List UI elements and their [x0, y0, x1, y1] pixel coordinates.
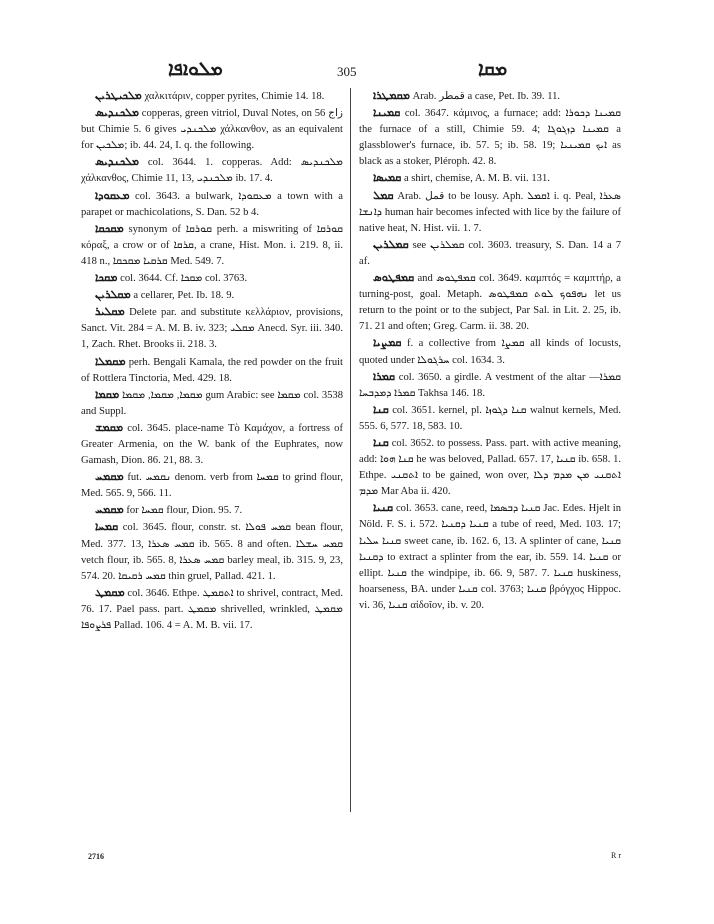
entry-text: col. 3647. κάμινος, a furnace; add: ܩܡܝܢܐ ܕܟܘܪܐ the furnace of a still, Chimie 59. 4; ܩܡܝܢܐ ܕܙܓܘܓܐ a glassblower's furnace, ib. 57. 5; ib. 58. 19; ܐܝܟ ܩܡܝܢܝܐ as black as a stoker, Pléroph. 42. 8.	[359, 108, 621, 168]
entry-headword: ܡܠܟܢܕܝܣ	[95, 155, 139, 169]
entry-text: Arab. قمل to be lousy. Aph. ܐܩܡܠ i. q. Peal, ܣܥܪܐ ܕܐܢܫܐ human hair becomes infected with lice by the failure of native heat, N. Hist. vii. 1. 7.	[359, 190, 621, 234]
entry-text: and ܩܡܦܛܘܣ col. 3649. καμπτός = καμπτήρ, a turning-post, goal. Metaph. ܢܗܦܘܟ ܠܘܬ ܩܡܦܛܘܣ let us return to the point or to the subject, Par Sal. in Lit. 2. 25, ib. 71. 21 and often; Greg. Carm. ii. 38. 20.	[359, 273, 621, 333]
entry-headword: ܡܠܟܢܕܝܣ	[95, 106, 139, 120]
dictionary-entry	[359, 88, 621, 105]
dictionary-entry	[81, 354, 343, 387]
entry-text: col. 3644. Cf. ܡܩܟܐ col. 3763.	[120, 273, 248, 285]
dictionary-entry	[81, 154, 343, 187]
entry-headword: ܩܢܐ	[373, 402, 389, 416]
dictionary-entry	[359, 170, 621, 187]
dictionary-entry	[359, 369, 621, 402]
dictionary-entry	[81, 188, 343, 221]
page-number: 305	[337, 64, 357, 79]
dictionary-entry	[81, 469, 343, 502]
entry-text: fut. ܢܩܡܚ denom. verb from ܩܡܚܐ to grind flour, Med. 565. 9, 566. 11.	[81, 472, 343, 500]
dictionary-entry	[81, 387, 343, 420]
dictionary-entry	[359, 500, 621, 614]
entry-text: Arab. قمطر a case, Pet. Ib. 39. 11.	[412, 91, 561, 102]
entry-headword: ܡܩܡܠܐ	[95, 354, 126, 368]
entry-text: a shirt, chemise, A. M. B. vii. 131.	[403, 173, 550, 185]
entry-headword: ܩܡܠ	[373, 188, 394, 202]
dictionary-entry	[81, 502, 343, 519]
entry-headword: ܡܩܡܛܪܐ	[373, 89, 410, 102]
entry-text: ܡܩܡܐ, ܡܩܡܐ, ܡܩܡܐ gum Arabic: see ܡܩܡܐ col. 3538 and Suppl.	[81, 389, 344, 417]
dictionary-entry	[81, 105, 343, 154]
entry-headword: ܩܡܝܢܐ	[373, 106, 401, 120]
entry-headword: ܩܢܐ	[373, 435, 389, 449]
entry-text: f. a collective from ܩܡܨܐ all kinds of locusts, quoted under ܚܪܓܘܠܐ col. 1634. 3.	[359, 338, 621, 366]
entry-text: a cellarer, Pet. Ib. 18. 9.	[133, 290, 235, 302]
left-column	[81, 88, 343, 634]
dictionary-entry	[81, 519, 343, 584]
entry-headword: ܡܩܟܐ	[95, 271, 118, 285]
dictionary-entry	[81, 270, 343, 287]
entry-headword: ܩܡܝܣܐ	[373, 171, 402, 185]
entry-headword: ܩܡܚܐ	[95, 520, 119, 534]
dictionary-entry	[81, 585, 343, 634]
entry-text: Delete par. and substitute κελλάριον, provisions, Sanct. Vit. 284 = A. M. B. iv. 323; ܡܩܠܝ Anecd. Syr. iii. 340. 1, Zach. Rhet. Brooks ii. 218. 3.	[81, 307, 343, 351]
running-head-right: ܡܩܐ	[478, 58, 508, 80]
entry-text: perh. Bengali Kamala, the red powder on the fruit of Rottlera Tinctoria, Med. 429. 18.	[81, 356, 344, 384]
entry-headword: ܡܩܡܫ	[95, 420, 124, 434]
entry-headword: ܩܡܠܪܝܢ	[373, 237, 409, 251]
entry-headword: ܡܩܠܝܪ	[95, 305, 125, 319]
entry-text: col. 3645. flour, constr. st. ܩܡܚ ܦܘܠܐ bean flour, Med. 377. 13, ܩܡܚ ܣܥܪܐ ib. 565. 8 and often. ܩܡܚ ܚܫܠܐ vetch flour, ib. 565. 8, ܩܡܚ ܣܥܪܐ barley meal, ib. 315. 9, 23, 574. 20. ܩܡܚ ܪܩܝܩܐ thin gruel, Pallad. 421. 1.	[81, 522, 343, 582]
entry-headword: ܡܩܠܪܝܢ	[95, 288, 131, 302]
entry-headword: ܡܩܡܛ	[95, 585, 125, 599]
dictionary-entry	[81, 88, 343, 105]
entry-text: col. 3645. place-name Τὸ Καμάχον, a fortress of Greater Armenia, on the W. bank of the Euphrates, now Gamash, Dion. 86. 21, 88. 3.	[81, 422, 343, 467]
entry-text: for ܩܡܚܐ flour, Dion. 95. 7.	[126, 505, 243, 517]
entry-headword: ܡܩܡܚ	[95, 470, 124, 484]
entry-text: see ܩܡܠܪܝܢ col. 3603. treasury, S. Dan. 14 a 7 af.	[359, 239, 621, 267]
entry-headword: ܡܠܟܝܛܪܝܢ	[95, 89, 142, 102]
dictionary-entry	[359, 270, 621, 335]
dictionary-entry	[359, 335, 621, 368]
entry-headword: ܩܡܪܐ	[373, 369, 396, 383]
entry-headword: ܡܥܩܘܕܐ	[95, 188, 130, 202]
running-head-left: ܡܠܘܐܦܐ	[168, 58, 223, 80]
entry-text: col. 3644. 1. copperas. Add: ܡܠܟܢܕܝܣ χάλκανθος, Chimie 11, 13, ܡܠܟܢܕܝ ib. 17. 4.	[81, 157, 343, 185]
entry-text: col. 3651. kernel, pl. ܩܢܐ ܕܓܘܙܐ walnut kernels, Med. 555. 6, 577. 18, 583. 10.	[359, 404, 621, 432]
dictionary-entry	[81, 420, 343, 469]
dictionary-entry	[359, 188, 621, 237]
entry-headword: ܩܡܨܝܐ	[373, 336, 402, 350]
entry-text: synonym of ܩܘܪܩܐ perh. a miswriting of ܩܘܪܩܐ κόραξ, a crow or of ܩܪܩܐ, a crane, Hist. Mon. i. 219. 8, ii. 418 n., ܩܪܩܝܐ ܡܩܟܩܐ Med. 549. 7.	[81, 223, 344, 267]
entry-headword: ܡܩܟܩܐ	[95, 221, 124, 235]
entry-text: χαλκιτάριν, copper pyrites, Chimie 14. 18.	[144, 91, 325, 102]
entry-text: col. 3652. to possess. Pass. part. with active meaning, add: ܩܢܐ ܗܘܐ he was beloved, Pallad. 657. 17, ܩܢܝܐ ib. 658. 1. Ethpe. ܐܬܩܢܝ to be gained, won over, ܐܬܩܢܝ ܡܢ ܡܕܡ ܕܠܐ ܡܕܡ Mar Aba ii. 420.	[359, 437, 622, 498]
dictionary-entry	[81, 304, 343, 353]
signature-mark-right: R r	[611, 851, 621, 860]
dictionary-entry	[81, 221, 343, 270]
dictionary-entry	[359, 105, 621, 170]
entry-text: col. 3653. cane, reed, ܩܢܝܐ ܕܒܣܡܐ Jac. Edes. Hjelt in Nöld. F. S. i. 572. ܩܢܝܐ ܕܩܢܝܐ a tube of reed, Med. 103. 17; ܩܢܝܐ ܚܠܝܐ sweet cane, ib. 162. 6, 13. A splinter of cane, ܩܢܝܐ ܕܩܢܝܐ to extract a splinter from the ear, ib. 559. 14. ܩܢܝܐ or ellipt. ܩܢܝܐ the windpipe, ib. 66. 9, 587. 7. ܩܢܝܐ huskiness, hoarseness, BA. under ܩܢܝܐ col. 3763; ܩܢܝܐ βρόγχος Hippoc. vi. 36, ܩܢܝܐ αἰδοῖον, ib. v. 20.	[359, 503, 622, 611]
right-column	[359, 88, 621, 614]
signature-mark-left: 2716	[88, 852, 104, 861]
dictionary-entry	[359, 435, 621, 500]
dictionary-entry	[81, 287, 343, 304]
entry-headword: ܩܡܦܛܘܣ	[373, 271, 415, 285]
entry-text: col. 3650. a girdle. A vestment of the altar ܩܡܪܐ—ܩܡܪܐ ܕܡܕܒܚܐ Takhsa 146. 18.	[359, 371, 621, 399]
entry-headword: ܡܩܡܐ	[95, 387, 120, 401]
entry-headword: ܩܢܝܐ	[373, 501, 394, 515]
dictionary-entry	[359, 237, 621, 270]
column-divider	[350, 88, 351, 812]
entry-text: col. 3643. a bulwark, ܡܥܩܘܕܐ a town with a parapet or machicolations, S. Dan. 52 b 4.	[81, 190, 343, 218]
entry-text: col. 3646. Ethpe. ܐܬܩܡܛ to shrivel, contract, Med. 76. 17. Pael pass. part. ܡܩܡܛ shrivelled, wrinkled, ܡܩܡܛ ܦܪܨܘܦܐ Pallad. 106. 4 = A. M. B. vii. 17.	[81, 587, 343, 631]
dictionary-entry	[359, 402, 621, 435]
entry-headword: ܡܩܡܚ	[95, 503, 124, 517]
entry-text: copperas, green vitriol, Duval Notes, on زاج 56 but Chimie 5. 6 gives ܡܠܟܢܕܝ χάλκανθον, as an equivalent for ܡܠܟܝܢ; ib. 44. 24, I. q. the following.	[81, 108, 344, 152]
